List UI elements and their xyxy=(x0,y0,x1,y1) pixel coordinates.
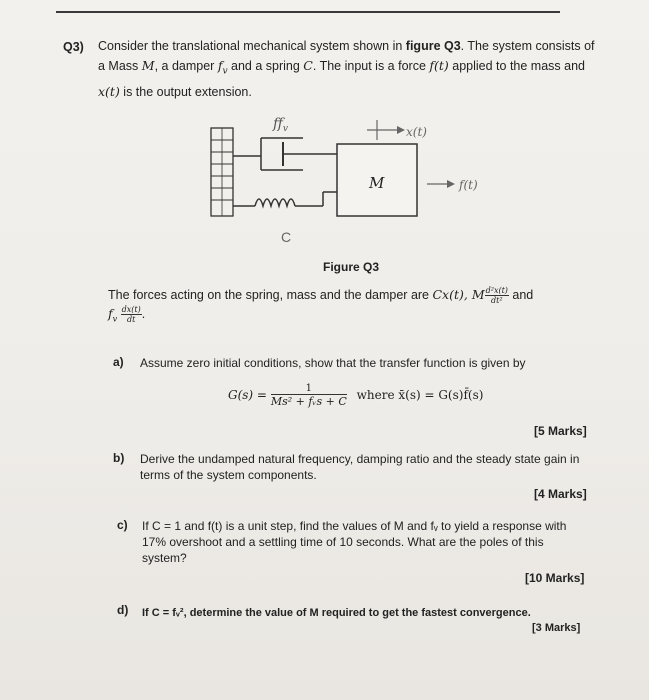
part-d-marks: [3 Marks] xyxy=(532,622,581,634)
figure-caption: Figure Q3 xyxy=(323,260,380,274)
damper-label: $f_v$ xyxy=(273,116,289,134)
fixed-wall xyxy=(211,128,233,216)
top-rule xyxy=(56,11,560,13)
force-arrow xyxy=(427,180,455,188)
spring xyxy=(233,192,337,206)
mass-label: M xyxy=(369,174,385,192)
force-label: f(t) xyxy=(459,178,478,192)
part-d-text: If C = fᵥ², determine the value of M required to get the fastest convergence. xyxy=(142,607,531,619)
part-d-label: d) xyxy=(117,603,129,617)
part-b-text: Derive the undamped natural frequency, damping ratio and the steady state gain in terms of the system components. xyxy=(140,452,580,482)
part-c-text: If C = 1 and f(t) is a unit step, find the values of M and fᵥ to yield a response with 17% overshoot and a settling time of 10 seconds. What are the poles of this system? xyxy=(142,519,567,565)
part-b-marks: [4 Marks] xyxy=(534,487,587,501)
question-intro: Consider the translational mechanical system shown in figure Q3. The system consists of a Mass M, a damper $f_v$ and a spring C. The input is a force f(t) applied to the mass and x(t) is the output extension. xyxy=(98,39,595,99)
transfer-function: G(s) = $\frac{1}{\text{Ms² + fᵥs + C}}$ where x̄(s) = G(s)f̄(s) xyxy=(228,383,484,408)
part-c-label: c) xyxy=(117,518,128,532)
part-b-label: b) xyxy=(113,451,125,465)
question-number: Q3) xyxy=(63,40,84,54)
part-a-label: a) xyxy=(113,355,124,369)
part-a-text: Assume zero initial conditions, show that the transfer function is given by xyxy=(140,356,526,370)
part-c-marks: [10 Marks] xyxy=(525,571,585,585)
spring-label: C xyxy=(281,229,292,245)
forces-statement: The forces acting on the spring, mass and the damper are Cx(t), M $\frac{\text{d²x(t)}}{\text{dt²}}$ and $f_v$ $\frac{dx(t)}{dt}$ . xyxy=(108,286,534,325)
mechanical-system-diagram xyxy=(205,110,505,250)
part-a-marks: [5 Marks] xyxy=(534,424,587,438)
figure-reference: figure Q3 xyxy=(405,39,461,53)
displacement-arrow xyxy=(367,120,405,140)
damper xyxy=(233,138,337,170)
displacement-label: x(t) xyxy=(406,125,427,139)
